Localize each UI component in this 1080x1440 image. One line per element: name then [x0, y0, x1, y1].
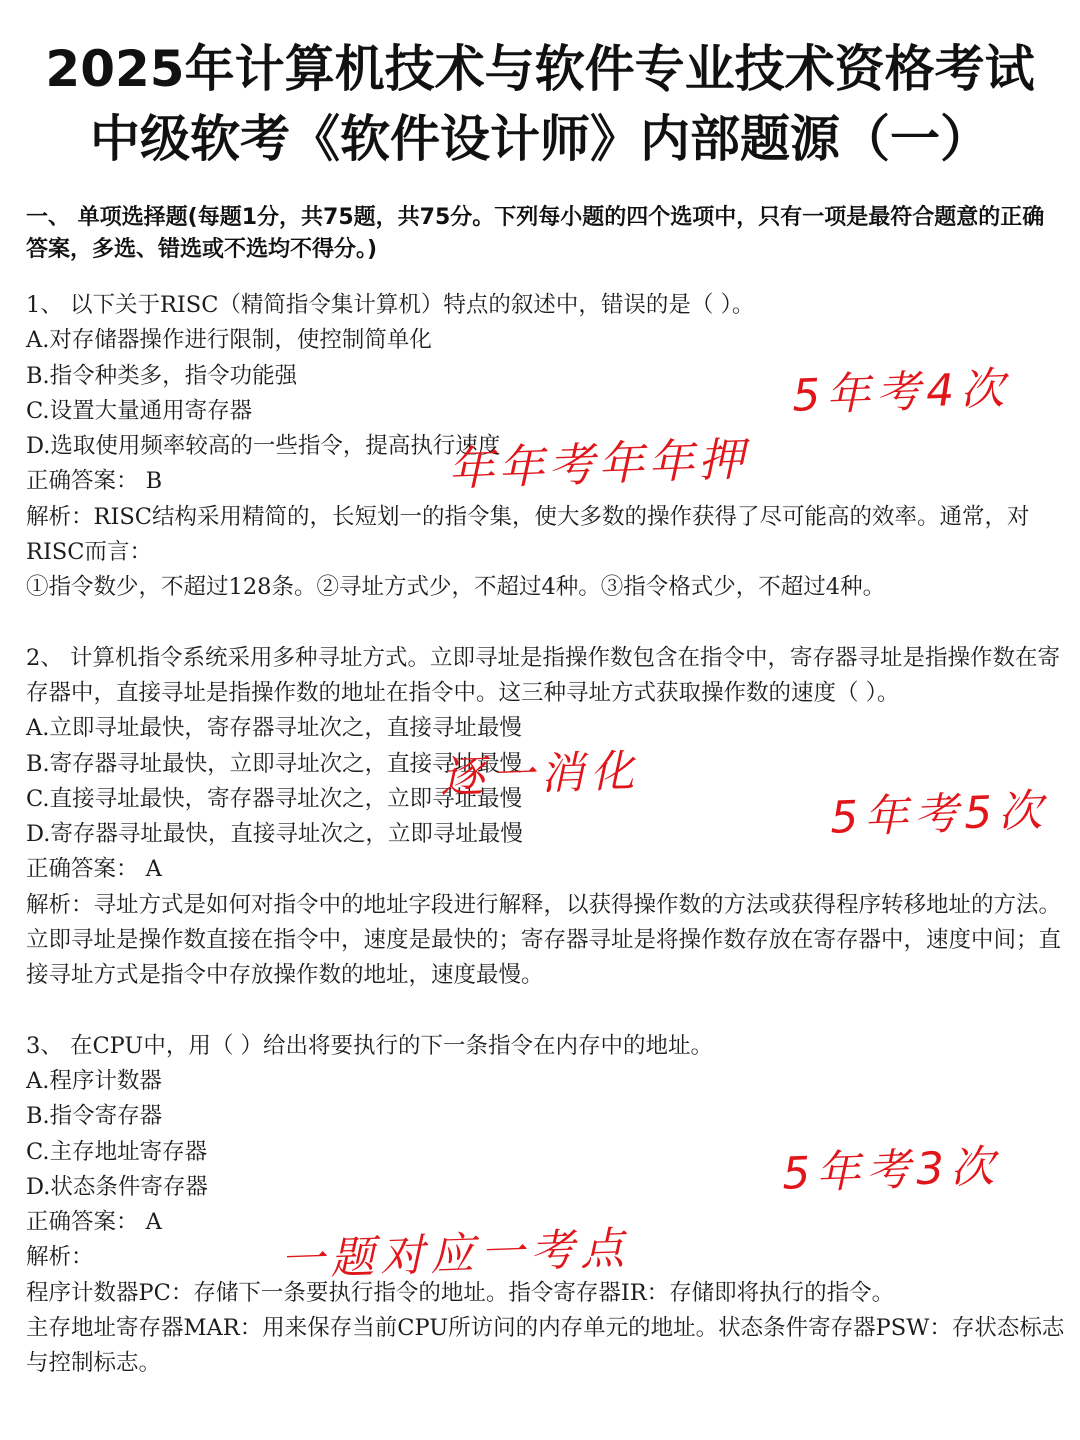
handwritten-note: 5年考4次 [791, 363, 1011, 422]
handwritten-note: 5年考5次 [829, 785, 1049, 844]
correct-answer: 正确答案： A [26, 1209, 162, 1236]
option-a: A.立即寻址最快，寄存器寻址次之，直接寻址最慢 [26, 715, 522, 742]
option-d: D.寄存器寻址最快，直接寻址次之，立即寻址最慢 [26, 821, 523, 848]
document-title-line2: 中级软考《软件设计师》内部题源（一） [90, 110, 990, 168]
handwritten-note: 5年考3次 [781, 1141, 1001, 1200]
option-c: C.主存地址寄存器 [26, 1138, 208, 1165]
correct-answer: 正确答案： A [26, 856, 162, 883]
analysis-paragraph: 解析： [26, 1244, 94, 1271]
option-b: B.指令寄存器 [26, 1103, 163, 1130]
question-stem: 3、 在CPU中，用（ ）给出将要执行的下一条指令在内存中的地址。 [26, 1032, 714, 1059]
option-d: D.状态条件寄存器 [26, 1173, 208, 1200]
question-stem: 2、 计算机指令系统采用多种寻址方式。立即寻址是指操作数包含在指令中，寄存器寻址是指操作数在寄存器中，直接寻址是指操作数的地址在指令中。这三种寻址方式获取操作数的速度（ ）。 [26, 644, 1060, 706]
question-3 [26, 1029, 1066, 1382]
option-d: D.选取使用频率较高的一些指令，提高执行速度 [26, 433, 501, 460]
document-title-line1: 2025年计算机技术与软件专业技术资格考试 [45, 40, 1035, 98]
analysis-paragraph: 程序计数器PC：存储下一条要执行指令的地址。指令寄存器IR：存储即将执行的指令。 [26, 1279, 895, 1306]
option-c: C.设置大量通用寄存器 [26, 397, 253, 424]
question-stem: 1、 以下关于RISC（精简指令集计算机）特点的叙述中，错误的是（ ）。 [26, 292, 755, 318]
correct-answer: 正确答案： B [26, 468, 163, 495]
option-c: C.直接寻址最快，寄存器寻址次之，立即寻址最慢 [26, 785, 523, 812]
option-b: B.指令种类多，指令功能强 [26, 362, 298, 389]
analysis-paragraph: 解析：寻址方式是如何对指令中的地址字段进行解释，以获得操作数的方法或获得程序转移地址的方法。立即寻址是操作数直接在指令中，速度是最快的；寄存器寻址是将操作数存放在寄存器中，速度中间；直接寻址方式是指令中存放操作数的地址，速度最慢。 [26, 891, 1062, 989]
analysis-paragraph: 解析：RISC结构采用精简的，长短划一的指令集，使大多数的操作获得了尽可能高的效率。通常，对RISC而言： [26, 503, 1030, 566]
section-header: 一、 单项选择题(每题1分，共75题，共75分。下列每小题的四个选项中，只有一项是最符合题意的正确答案，多选、错选或不选均不得分。) [26, 205, 1045, 262]
option-a: A.对存储器操作进行限制，使控制简单化 [26, 327, 432, 354]
option-b: B.寄存器寻址最快，立即寻址次之，直接寻址最慢 [26, 750, 523, 777]
analysis-paragraph: 主存地址寄存器MAR：用来保存当前CPU所访问的内存单元的地址。状态条件寄存器PSW：存状态标志与控制标志。 [26, 1315, 1065, 1377]
handwritten-note: 一题对应一考点 [279, 1222, 631, 1287]
handwritten-note: 年年考年年押 [447, 431, 749, 497]
handwritten-note: 逐一消化 [439, 745, 641, 804]
analysis-paragraph: ①指令数少，不超过128条。②寻址方式少，不超过4种。③指令格式少，不超过4种。 [26, 574, 886, 601]
option-a: A.程序计数器 [26, 1067, 162, 1094]
